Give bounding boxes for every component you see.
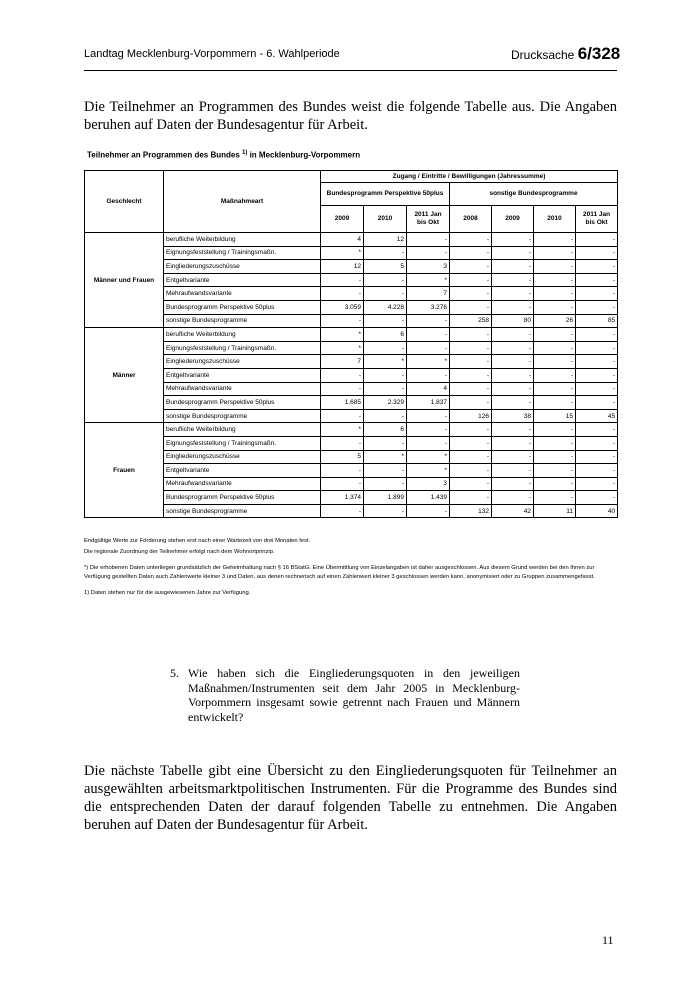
value-cell: 1.374 [321,491,364,505]
value-cell: 126 [450,409,492,423]
value-cell: 4 [407,382,450,396]
year-header: 2010 [534,206,576,233]
measure-name: Eingliederungszuschüsse [164,355,321,369]
value-cell: - [321,504,364,518]
value-cell: - [450,287,492,301]
page-number: 11 [602,933,614,947]
value-cell: - [576,491,618,505]
value-cell: - [534,396,576,410]
measure-name: Mehraufwandsvariante [164,382,321,396]
value-cell: - [492,355,534,369]
value-cell: 2.329 [364,396,407,410]
table-notes [84,537,617,598]
value-cell: - [576,341,618,355]
value-cell: - [321,436,364,450]
value-cell: - [492,328,534,342]
value-cell: - [576,450,618,464]
value-cell: 40 [576,504,618,518]
value-cell: - [450,341,492,355]
value-cell: * [407,450,450,464]
value-cell: - [492,260,534,274]
value-cell: 12 [364,233,407,247]
value-cell: - [534,246,576,260]
value-cell: - [407,328,450,342]
value-cell: - [450,328,492,342]
value-cell: - [450,464,492,478]
value-cell: 3 [407,477,450,491]
value-cell: 42 [492,504,534,518]
value-cell: - [450,246,492,260]
measure-name: berufliche Weiterbildung [164,328,321,342]
value-cell: 11 [534,504,576,518]
value-cell: - [492,246,534,260]
table-row [85,273,618,287]
value-cell: 5 [321,450,364,464]
value-cell: 3.059 [321,300,364,314]
value-cell: - [492,396,534,410]
value-cell: - [364,382,407,396]
table-title [87,150,360,160]
value-cell: - [576,477,618,491]
value-cell: * [321,328,364,342]
value-cell: - [534,287,576,301]
value-cell: - [492,491,534,505]
question-block [170,666,520,724]
value-cell: - [364,464,407,478]
value-cell: - [364,314,407,328]
value-cell: 7 [407,287,450,301]
value-cell: 132 [450,504,492,518]
value-cell: 85 [576,314,618,328]
table-title-text: Teilnehmer an Programmen des Bundes [87,150,240,160]
value-cell: - [450,423,492,437]
table-row [85,233,618,247]
value-cell: - [321,287,364,301]
year-header: 2009 [321,206,364,233]
table-row [85,409,618,423]
closing-paragraph: Die nächste Tabelle gibt eine Übersicht zu den Eingliederungsquoten für Teilnehmer an ausgewählten arbeitsmarktpolitischen Instrumenten. Für die Programme des Bundes sind die entsprechenden Daten der darauf folgenden Tabelle zu entnehmen. Die Angaben beruhen auf Daten der Bundesagentur für Arbeit. [84,763,617,833]
value-cell: - [534,328,576,342]
value-cell: - [321,382,364,396]
value-cell: - [492,300,534,314]
measure-name: Bundesprogramm Perspektive 50plus [164,491,321,505]
value-cell: - [450,436,492,450]
col-header-geschlecht: Geschlecht [85,171,164,233]
value-cell: - [534,368,576,382]
note: *) Die erhobenen Daten unterliegen grundsätzlich der Geheimhaltung nach § 16 BStatG. Eine Übermittlung von Einzelangaben ist daher ausgeschlossen. Aus diesem Grund werden bei den Ihnen zur Verfügung gestellten Daten auch Zahlenwerte kleiner 3 und Daten, aus denen rechnerisch auf einen Zahlenwert kleiner 3 geschlossen werden kann, anonymisiert oder zu Gruppen zusammengefasst. [84,565,595,580]
value-cell: * [407,464,450,478]
value-cell: 80 [492,314,534,328]
value-cell: - [450,368,492,382]
value-cell: - [576,246,618,260]
participants-table [84,170,618,518]
table-row [85,287,618,301]
table-row [85,260,618,274]
value-cell: - [450,273,492,287]
measure-name: Mehraufwandsvariante [164,287,321,301]
table-row [85,396,618,410]
value-cell: - [450,396,492,410]
value-cell: - [450,233,492,247]
table-row [85,314,618,328]
measure-name: Bundesprogramm Perspektive 50plus [164,300,321,314]
value-cell: - [534,300,576,314]
table-row [85,328,618,342]
value-cell: 38 [492,409,534,423]
value-cell: - [576,368,618,382]
col-header-perspektive: Bundesprogramm Perspektive 50plus [321,183,450,206]
table-title-suffix: in Mecklenburg-Vorpommern [247,150,361,160]
measure-name: Entgeltvariante [164,368,321,382]
value-cell: - [534,464,576,478]
value-cell: - [450,260,492,274]
value-cell: - [576,273,618,287]
table-row [85,355,618,369]
value-cell: 1.899 [364,491,407,505]
value-cell: - [534,436,576,450]
value-cell: - [407,368,450,382]
value-cell: - [492,233,534,247]
measure-name: berufliche Weiterbildung [164,423,321,437]
value-cell: - [450,477,492,491]
value-cell: - [407,423,450,437]
value-cell: 1.439 [407,491,450,505]
value-cell: - [534,233,576,247]
value-cell: - [534,260,576,274]
value-cell: - [364,409,407,423]
value-cell: - [576,355,618,369]
value-cell: 3 [407,260,450,274]
table-row [85,436,618,450]
value-cell: 6 [364,328,407,342]
value-cell: - [492,368,534,382]
year-header: 2011 Jan bis Okt [576,206,618,233]
drucksache-number: 6/328 [577,44,621,63]
table-row [85,491,618,505]
value-cell: 15 [534,409,576,423]
value-cell: - [321,477,364,491]
value-cell: - [492,450,534,464]
col-header-sonstige: sonstige Bundesprogramme [450,183,618,206]
value-cell: - [364,504,407,518]
value-cell: - [407,409,450,423]
value-cell: - [576,382,618,396]
value-cell: - [450,450,492,464]
value-cell: - [321,368,364,382]
value-cell: - [407,436,450,450]
value-cell: - [492,341,534,355]
value-cell: - [450,300,492,314]
measure-name: berufliche Weiterbildung [164,233,321,247]
value-cell: - [364,477,407,491]
col-header-massnahmeart: Maßnahmeart [164,171,321,233]
table-title-footnote: 1) [242,150,248,156]
value-cell: - [576,328,618,342]
value-cell: - [450,382,492,396]
measure-name: Mehraufwandsvariante [164,477,321,491]
value-cell: - [321,409,364,423]
value-cell: - [534,341,576,355]
value-cell: - [364,341,407,355]
value-cell: * [321,423,364,437]
value-cell: - [364,368,407,382]
group-label: Männer und Frauen [85,233,164,328]
value-cell: - [364,436,407,450]
value-cell: - [576,396,618,410]
measure-name: Eignungsfeststellung / Trainingsmaßn. [164,341,321,355]
value-cell: - [407,341,450,355]
value-cell: - [534,450,576,464]
table-row [85,423,618,437]
year-header: 2010 [364,206,407,233]
value-cell: * [321,246,364,260]
value-cell: - [576,300,618,314]
value-cell: - [407,314,450,328]
table-row [85,300,618,314]
value-cell: - [576,287,618,301]
value-cell: - [450,491,492,505]
value-cell: - [534,477,576,491]
table-row [85,382,618,396]
value-cell: 3.276 [407,300,450,314]
value-cell: 258 [450,314,492,328]
value-cell: - [450,355,492,369]
measure-name: Bundesprogramm Perspektive 50plus [164,396,321,410]
measure-name: Eignungsfeststellung / Trainingsmaßn. [164,246,321,260]
value-cell: * [407,273,450,287]
value-cell: - [576,423,618,437]
measure-name: sonstige Bundesprogramme [164,504,321,518]
value-cell: - [492,382,534,396]
value-cell: - [492,436,534,450]
year-header: 2008 [450,206,492,233]
header-rule [84,70,617,71]
value-cell: * [321,341,364,355]
table-row [85,341,618,355]
year-header: 2009 [492,206,534,233]
intro-paragraph: Die Teilnehmer an Programmen des Bundes weist die folgende Tabelle aus. Die Angaben beruhen auf Daten der Bundesagentur für Arbeit. [84,99,617,133]
value-cell: - [576,233,618,247]
question-text: Wie haben sich die Eingliederungsquoten in den jeweiligen Maßnahmen/Instrumenten seit dem Jahr 2005 in Mecklenburg-Vorpommern insgesamt sowie getrennt nach Frauen und Männern entwickelt? [188,666,520,724]
measure-name: sonstige Bundesprogramme [164,409,321,423]
value-cell: - [576,464,618,478]
value-cell: 6 [364,423,407,437]
value-cell: - [534,491,576,505]
table-row [85,504,618,518]
value-cell: 5 [364,260,407,274]
value-cell: - [534,382,576,396]
table-row [85,368,618,382]
value-cell: - [492,464,534,478]
measure-name: Entgeltvariante [164,464,321,478]
value-cell: - [492,477,534,491]
measure-name: Eignungsfeststellung / Trainingsmaßn. [164,436,321,450]
value-cell: * [407,355,450,369]
col-header-group: Zugang / Eintritte / Bewilligungen (Jahressumme) [321,171,618,183]
value-cell: * [364,450,407,464]
value-cell: - [364,287,407,301]
header-title: Landtag Mecklenburg-Vorpommern - 6. Wahlperiode [84,48,340,60]
table-row [85,450,618,464]
value-cell: 45 [576,409,618,423]
group-label: Männer [85,328,164,423]
value-cell: 4.228 [364,300,407,314]
value-cell: - [492,423,534,437]
question-number: 5. [170,666,179,680]
value-cell: - [407,246,450,260]
value-cell: - [364,273,407,287]
table-row [85,246,618,260]
measure-name: Entgeltvariante [164,273,321,287]
value-cell: - [534,273,576,287]
header-drucksache [511,44,620,64]
value-cell: 1.685 [321,396,364,410]
value-cell: 26 [534,314,576,328]
table-row [85,464,618,478]
value-cell: * [364,355,407,369]
measure-name: Eingliederungszuschüsse [164,260,321,274]
value-cell: - [407,504,450,518]
value-cell: 12 [321,260,364,274]
note: Die regionale Zuordnung der Teilnehmer erfolgt nach dem Wohnortprinzip. [84,548,275,555]
value-cell: - [492,273,534,287]
value-cell: - [576,436,618,450]
value-cell: - [364,246,407,260]
value-cell: - [321,273,364,287]
value-cell: - [534,423,576,437]
value-cell: - [321,314,364,328]
year-header: 2011 Jan bis Okt [407,206,450,233]
value-cell: 4 [321,233,364,247]
group-label: Frauen [85,423,164,518]
drucksache-label: Drucksache [511,48,575,62]
value-cell: - [407,233,450,247]
value-cell: - [321,464,364,478]
value-cell: 1.837 [407,396,450,410]
measure-name: sonstige Bundesprogramme [164,314,321,328]
measure-name: Eingliederungszuschüsse [164,450,321,464]
value-cell: - [576,260,618,274]
value-cell: - [534,355,576,369]
table-row [85,477,618,491]
value-cell: 7 [321,355,364,369]
note: 1) Daten stehen nur für die ausgewiesenen Jahre zur Verfügung. [84,590,251,596]
note: Endgültige Werte zur Förderung stehen erst nach einer Wartezeit von drei Monaten fest. [84,538,311,544]
value-cell: - [492,287,534,301]
